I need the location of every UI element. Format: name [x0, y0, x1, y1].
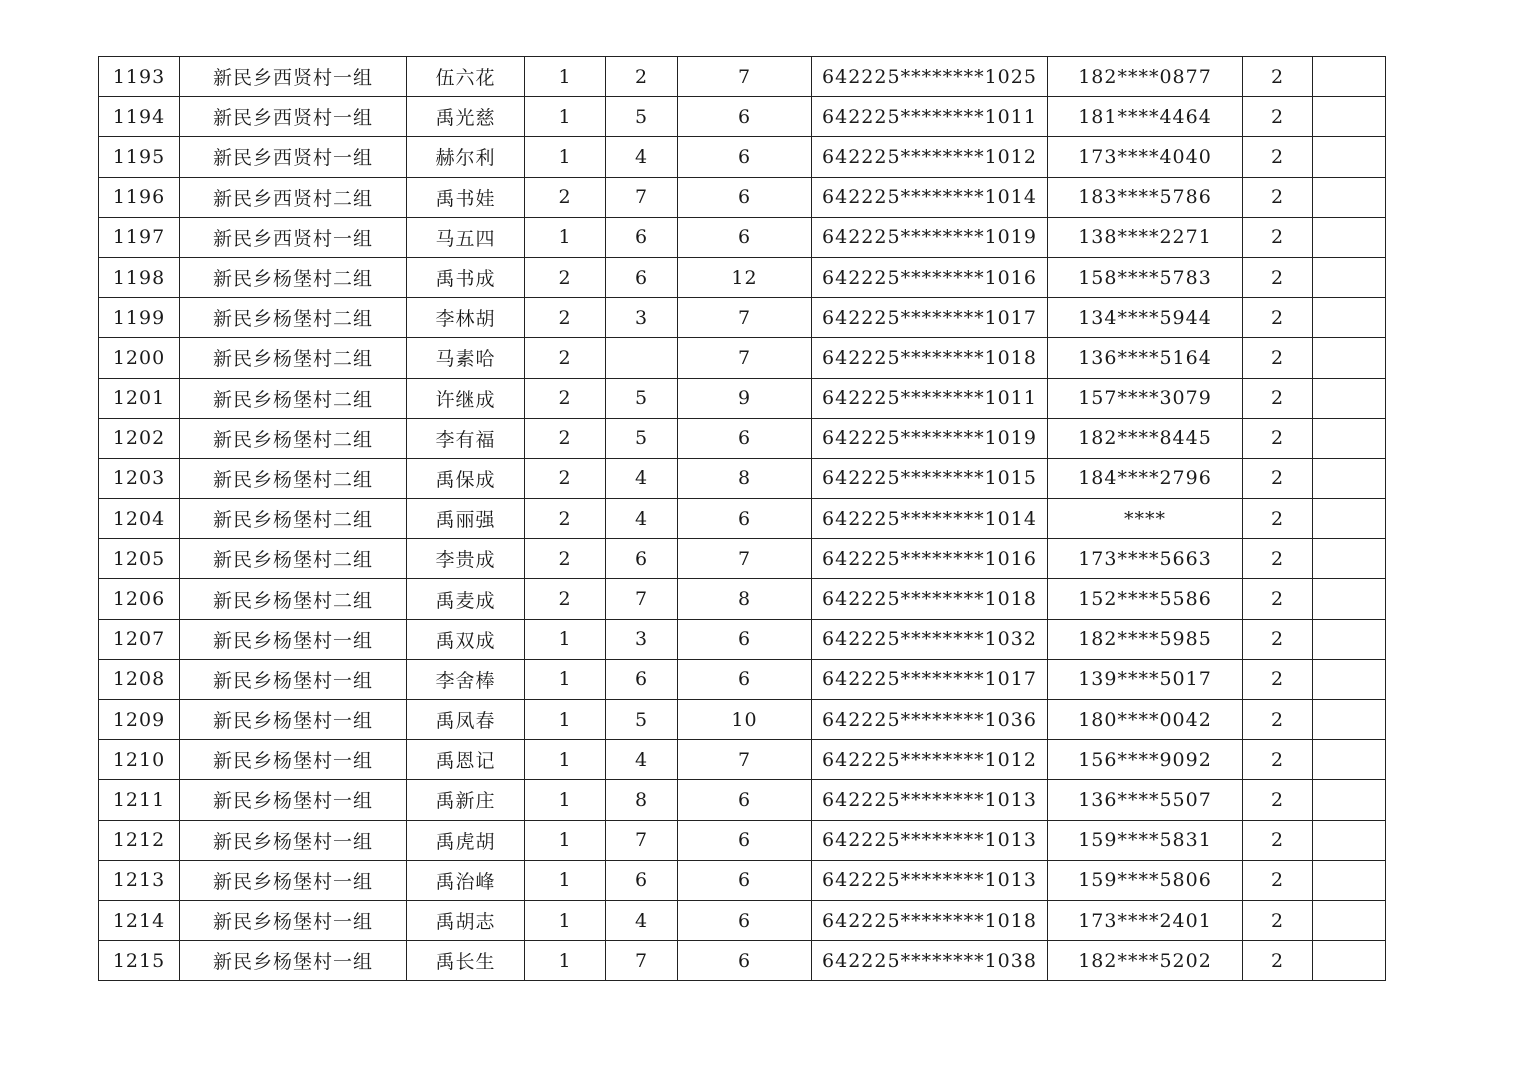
group-cell: 2 [525, 539, 606, 579]
count-c-cell: 2 [1243, 177, 1313, 217]
count-b-cell: 6 [678, 217, 812, 257]
phone-cell: 136****5164 [1048, 338, 1243, 378]
phone-cell: 182****5985 [1048, 619, 1243, 659]
group-cell: 2 [525, 579, 606, 619]
row-number-cell: 1193 [99, 57, 180, 97]
remarks-cell [1313, 539, 1386, 579]
remarks-cell [1313, 659, 1386, 699]
row-number-cell: 1200 [99, 338, 180, 378]
id-number-cell: 642225********1017 [812, 659, 1048, 699]
group-cell: 1 [525, 820, 606, 860]
count-b-cell: 6 [678, 900, 812, 940]
phone-cell: **** [1048, 499, 1243, 539]
phone-cell: 173****2401 [1048, 900, 1243, 940]
group-cell: 1 [525, 860, 606, 900]
table-row [99, 619, 1386, 659]
group-cell: 1 [525, 780, 606, 820]
id-number-cell: 642225********1013 [812, 820, 1048, 860]
remarks-cell [1313, 338, 1386, 378]
roster-body [99, 57, 1386, 981]
count-b-cell: 6 [678, 137, 812, 177]
count-b-cell: 6 [678, 499, 812, 539]
row-number-cell: 1201 [99, 378, 180, 418]
count-c-cell: 2 [1243, 941, 1313, 981]
remarks-cell [1313, 298, 1386, 338]
count-a-cell: 5 [606, 700, 678, 740]
row-number-cell: 1213 [99, 860, 180, 900]
count-c-cell: 2 [1243, 700, 1313, 740]
location-cell: 新民乡杨堡村一组 [180, 900, 407, 940]
id-number-cell: 642225********1018 [812, 338, 1048, 378]
row-number-cell: 1214 [99, 900, 180, 940]
table-row [99, 700, 1386, 740]
name-cell: 禹丽强 [407, 499, 525, 539]
count-b-cell: 6 [678, 97, 812, 137]
roster-table [98, 56, 1386, 981]
count-c-cell: 2 [1243, 539, 1313, 579]
table-row [99, 458, 1386, 498]
location-cell: 新民乡杨堡村二组 [180, 539, 407, 579]
name-cell: 马五四 [407, 217, 525, 257]
count-c-cell: 2 [1243, 740, 1313, 780]
count-c-cell: 2 [1243, 579, 1313, 619]
count-b-cell: 6 [678, 780, 812, 820]
location-cell: 新民乡杨堡村一组 [180, 659, 407, 699]
group-cell: 2 [525, 378, 606, 418]
group-cell: 1 [525, 659, 606, 699]
id-number-cell: 642225********1012 [812, 137, 1048, 177]
count-c-cell: 2 [1243, 378, 1313, 418]
count-a-cell: 4 [606, 900, 678, 940]
remarks-cell [1313, 820, 1386, 860]
name-cell: 赫尔利 [407, 137, 525, 177]
id-number-cell: 642225********1019 [812, 217, 1048, 257]
count-c-cell: 2 [1243, 659, 1313, 699]
location-cell: 新民乡杨堡村二组 [180, 458, 407, 498]
remarks-cell [1313, 177, 1386, 217]
count-c-cell: 2 [1243, 137, 1313, 177]
table-row [99, 941, 1386, 981]
remarks-cell [1313, 257, 1386, 297]
row-number-cell: 1207 [99, 619, 180, 659]
count-b-cell: 7 [678, 298, 812, 338]
name-cell: 禹治峰 [407, 860, 525, 900]
group-cell: 1 [525, 900, 606, 940]
count-a-cell: 7 [606, 177, 678, 217]
id-number-cell: 642225********1032 [812, 619, 1048, 659]
table-row [99, 298, 1386, 338]
name-cell: 禹书娃 [407, 177, 525, 217]
location-cell: 新民乡杨堡村一组 [180, 619, 407, 659]
name-cell: 禹长生 [407, 941, 525, 981]
row-number-cell: 1208 [99, 659, 180, 699]
name-cell: 李林胡 [407, 298, 525, 338]
location-cell: 新民乡杨堡村一组 [180, 700, 407, 740]
count-b-cell: 10 [678, 700, 812, 740]
location-cell: 新民乡杨堡村二组 [180, 298, 407, 338]
id-number-cell: 642225********1018 [812, 900, 1048, 940]
location-cell: 新民乡西贤村一组 [180, 217, 407, 257]
group-cell: 1 [525, 217, 606, 257]
count-c-cell: 2 [1243, 780, 1313, 820]
count-a-cell: 7 [606, 579, 678, 619]
remarks-cell [1313, 418, 1386, 458]
count-c-cell: 2 [1243, 619, 1313, 659]
group-cell: 2 [525, 499, 606, 539]
count-c-cell: 2 [1243, 418, 1313, 458]
row-number-cell: 1195 [99, 137, 180, 177]
group-cell: 1 [525, 97, 606, 137]
count-b-cell: 7 [678, 539, 812, 579]
location-cell: 新民乡杨堡村二组 [180, 378, 407, 418]
count-c-cell: 2 [1243, 298, 1313, 338]
table-row [99, 659, 1386, 699]
row-number-cell: 1215 [99, 941, 180, 981]
phone-cell: 139****5017 [1048, 659, 1243, 699]
count-a-cell: 7 [606, 941, 678, 981]
row-number-cell: 1210 [99, 740, 180, 780]
count-b-cell: 8 [678, 458, 812, 498]
group-cell: 1 [525, 619, 606, 659]
remarks-cell [1313, 579, 1386, 619]
count-b-cell: 7 [678, 57, 812, 97]
count-b-cell: 6 [678, 659, 812, 699]
name-cell: 禹保成 [407, 458, 525, 498]
count-b-cell: 8 [678, 579, 812, 619]
count-c-cell: 2 [1243, 338, 1313, 378]
group-cell: 2 [525, 298, 606, 338]
remarks-cell [1313, 137, 1386, 177]
table-row [99, 97, 1386, 137]
count-b-cell: 6 [678, 177, 812, 217]
remarks-cell [1313, 860, 1386, 900]
name-cell: 禹双成 [407, 619, 525, 659]
group-cell: 2 [525, 418, 606, 458]
table-row [99, 860, 1386, 900]
row-number-cell: 1198 [99, 257, 180, 297]
phone-cell: 159****5806 [1048, 860, 1243, 900]
count-c-cell: 2 [1243, 900, 1313, 940]
location-cell: 新民乡杨堡村一组 [180, 820, 407, 860]
count-a-cell: 8 [606, 780, 678, 820]
group-cell: 1 [525, 57, 606, 97]
name-cell: 伍六花 [407, 57, 525, 97]
count-a-cell: 4 [606, 740, 678, 780]
phone-cell: 173****5663 [1048, 539, 1243, 579]
remarks-cell [1313, 780, 1386, 820]
remarks-cell [1313, 619, 1386, 659]
count-c-cell: 2 [1243, 257, 1313, 297]
group-cell: 2 [525, 257, 606, 297]
name-cell: 禹胡志 [407, 900, 525, 940]
remarks-cell [1313, 217, 1386, 257]
phone-cell: 173****4040 [1048, 137, 1243, 177]
id-number-cell: 642225********1013 [812, 860, 1048, 900]
count-a-cell: 5 [606, 378, 678, 418]
phone-cell: 159****5831 [1048, 820, 1243, 860]
location-cell: 新民乡杨堡村二组 [180, 418, 407, 458]
row-number-cell: 1202 [99, 418, 180, 458]
count-b-cell: 7 [678, 740, 812, 780]
phone-cell: 183****5786 [1048, 177, 1243, 217]
count-b-cell: 9 [678, 378, 812, 418]
group-cell: 2 [525, 338, 606, 378]
count-b-cell: 6 [678, 860, 812, 900]
table-row [99, 378, 1386, 418]
id-number-cell: 642225********1013 [812, 780, 1048, 820]
phone-cell: 138****2271 [1048, 217, 1243, 257]
name-cell: 李贵成 [407, 539, 525, 579]
remarks-cell [1313, 499, 1386, 539]
location-cell: 新民乡杨堡村二组 [180, 579, 407, 619]
count-a-cell: 6 [606, 860, 678, 900]
table-row [99, 780, 1386, 820]
count-a-cell: 3 [606, 298, 678, 338]
row-number-cell: 1196 [99, 177, 180, 217]
location-cell: 新民乡西贤村二组 [180, 177, 407, 217]
group-cell: 1 [525, 700, 606, 740]
row-number-cell: 1199 [99, 298, 180, 338]
remarks-cell [1313, 458, 1386, 498]
name-cell: 禹麦成 [407, 579, 525, 619]
phone-cell: 136****5507 [1048, 780, 1243, 820]
name-cell: 禹虎胡 [407, 820, 525, 860]
group-cell: 1 [525, 137, 606, 177]
id-number-cell: 642225********1025 [812, 57, 1048, 97]
row-number-cell: 1203 [99, 458, 180, 498]
group-cell: 1 [525, 941, 606, 981]
table-row [99, 539, 1386, 579]
id-number-cell: 642225********1014 [812, 499, 1048, 539]
count-a-cell: 5 [606, 418, 678, 458]
count-a-cell: 3 [606, 619, 678, 659]
row-number-cell: 1206 [99, 579, 180, 619]
phone-cell: 157****3079 [1048, 378, 1243, 418]
row-number-cell: 1204 [99, 499, 180, 539]
name-cell: 李有福 [407, 418, 525, 458]
count-a-cell: 5 [606, 97, 678, 137]
remarks-cell [1313, 57, 1386, 97]
row-number-cell: 1205 [99, 539, 180, 579]
count-c-cell: 2 [1243, 820, 1313, 860]
group-cell: 1 [525, 740, 606, 780]
id-number-cell: 642225********1016 [812, 539, 1048, 579]
table-row [99, 418, 1386, 458]
location-cell: 新民乡西贤村一组 [180, 137, 407, 177]
location-cell: 新民乡西贤村一组 [180, 97, 407, 137]
count-c-cell: 2 [1243, 217, 1313, 257]
remarks-cell [1313, 740, 1386, 780]
location-cell: 新民乡杨堡村一组 [180, 740, 407, 780]
table-row [99, 900, 1386, 940]
phone-cell: 152****5586 [1048, 579, 1243, 619]
phone-cell: 182****5202 [1048, 941, 1243, 981]
table-row [99, 257, 1386, 297]
location-cell: 新民乡杨堡村二组 [180, 257, 407, 297]
table-row [99, 57, 1386, 97]
phone-cell: 184****2796 [1048, 458, 1243, 498]
name-cell: 李舍棒 [407, 659, 525, 699]
group-cell: 2 [525, 177, 606, 217]
row-number-cell: 1194 [99, 97, 180, 137]
id-number-cell: 642225********1015 [812, 458, 1048, 498]
row-number-cell: 1209 [99, 700, 180, 740]
id-number-cell: 642225********1038 [812, 941, 1048, 981]
id-number-cell: 642225********1019 [812, 418, 1048, 458]
count-c-cell: 2 [1243, 458, 1313, 498]
id-number-cell: 642225********1012 [812, 740, 1048, 780]
count-a-cell: 6 [606, 539, 678, 579]
phone-cell: 182****0877 [1048, 57, 1243, 97]
location-cell: 新民乡杨堡村一组 [180, 941, 407, 981]
phone-cell: 182****8445 [1048, 418, 1243, 458]
id-number-cell: 642225********1017 [812, 298, 1048, 338]
count-a-cell: 6 [606, 257, 678, 297]
remarks-cell [1313, 941, 1386, 981]
count-b-cell: 12 [678, 257, 812, 297]
count-b-cell: 6 [678, 941, 812, 981]
count-a-cell: 4 [606, 458, 678, 498]
table-row [99, 579, 1386, 619]
name-cell: 禹恩记 [407, 740, 525, 780]
row-number-cell: 1211 [99, 780, 180, 820]
name-cell: 许继成 [407, 378, 525, 418]
count-b-cell: 6 [678, 418, 812, 458]
id-number-cell: 642225********1018 [812, 579, 1048, 619]
remarks-cell [1313, 900, 1386, 940]
count-b-cell: 6 [678, 619, 812, 659]
remarks-cell [1313, 378, 1386, 418]
name-cell: 禹书成 [407, 257, 525, 297]
count-a-cell: 6 [606, 217, 678, 257]
name-cell: 马素哈 [407, 338, 525, 378]
row-number-cell: 1212 [99, 820, 180, 860]
table-row [99, 137, 1386, 177]
count-a-cell: 4 [606, 137, 678, 177]
table-row [99, 740, 1386, 780]
location-cell: 新民乡杨堡村二组 [180, 499, 407, 539]
table-row [99, 217, 1386, 257]
count-c-cell: 2 [1243, 97, 1313, 137]
count-c-cell: 2 [1243, 57, 1313, 97]
phone-cell: 134****5944 [1048, 298, 1243, 338]
table-row [99, 499, 1386, 539]
name-cell: 禹凤春 [407, 700, 525, 740]
row-number-cell: 1197 [99, 217, 180, 257]
count-a-cell: 2 [606, 57, 678, 97]
remarks-cell [1313, 97, 1386, 137]
count-b-cell: 7 [678, 338, 812, 378]
phone-cell: 156****9092 [1048, 740, 1243, 780]
id-number-cell: 642225********1011 [812, 378, 1048, 418]
phone-cell: 180****0042 [1048, 700, 1243, 740]
count-c-cell: 2 [1243, 860, 1313, 900]
id-number-cell: 642225********1014 [812, 177, 1048, 217]
count-a-cell [606, 338, 678, 378]
phone-cell: 181****4464 [1048, 97, 1243, 137]
location-cell: 新民乡杨堡村一组 [180, 780, 407, 820]
count-a-cell: 4 [606, 499, 678, 539]
id-number-cell: 642225********1016 [812, 257, 1048, 297]
count-a-cell: 7 [606, 820, 678, 860]
remarks-cell [1313, 700, 1386, 740]
group-cell: 2 [525, 458, 606, 498]
phone-cell: 158****5783 [1048, 257, 1243, 297]
name-cell: 禹新庄 [407, 780, 525, 820]
table-row [99, 338, 1386, 378]
count-b-cell: 6 [678, 820, 812, 860]
location-cell: 新民乡西贤村一组 [180, 57, 407, 97]
table-row [99, 820, 1386, 860]
count-a-cell: 6 [606, 659, 678, 699]
id-number-cell: 642225********1011 [812, 97, 1048, 137]
location-cell: 新民乡杨堡村一组 [180, 860, 407, 900]
name-cell: 禹光慈 [407, 97, 525, 137]
table-row [99, 177, 1386, 217]
count-c-cell: 2 [1243, 499, 1313, 539]
id-number-cell: 642225********1036 [812, 700, 1048, 740]
location-cell: 新民乡杨堡村二组 [180, 338, 407, 378]
